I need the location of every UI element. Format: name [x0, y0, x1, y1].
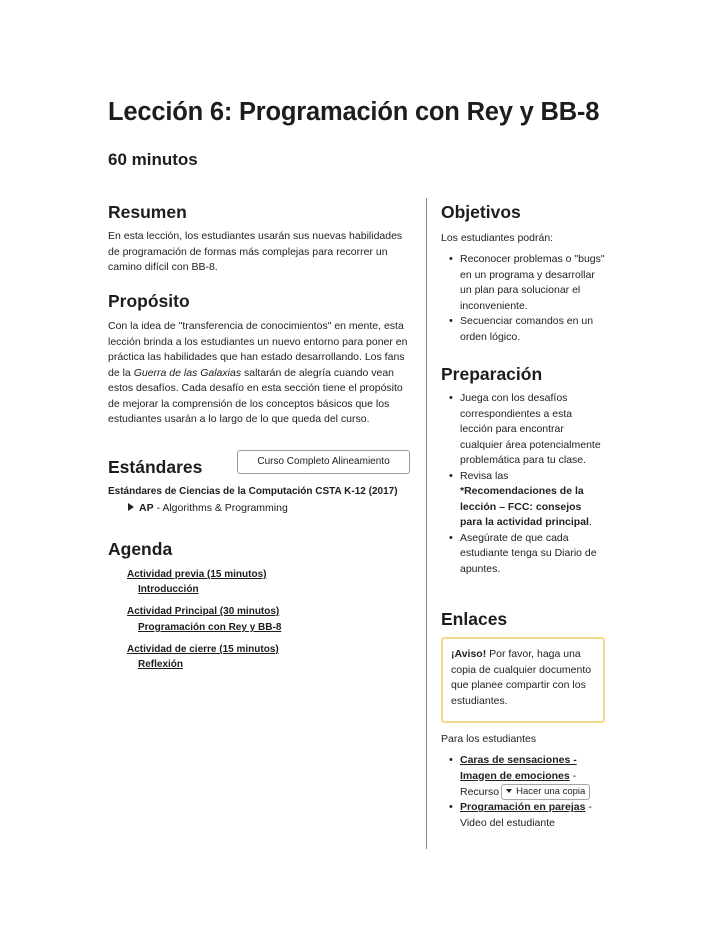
prep-suffix: .: [588, 516, 592, 528]
summary-heading: Resumen: [108, 202, 187, 222]
purpose-text: [108, 319, 408, 428]
list-item: • Reconocer problemas o "bugs" en un programa y desarrollar un plan para solucionar el inconveniente.: [446, 252, 606, 314]
list-item: • Asegúrate de que cada estudiante tenga su Diario de apuntes.: [446, 531, 606, 578]
agenda-section-link[interactable]: Actividad Principal (30 minutos): [127, 606, 280, 617]
for-students-label: Para los estudiantes: [441, 733, 537, 745]
notice-text: Por favor, haga una copia de cualquier documento que planee compartir con los estudiantes.: [451, 648, 592, 707]
alignment-button[interactable]: Curso Completo Alineamiento: [237, 450, 410, 474]
agenda-sub-link[interactable]: Introducción: [138, 584, 199, 595]
column-divider: [426, 198, 427, 849]
video-suffix: - Video del estudiante: [460, 801, 592, 829]
preparation-heading: Preparación: [441, 364, 543, 384]
notice-title: ¡Aviso!: [451, 648, 487, 660]
purpose-text-italic: Guerra de las Galaxias: [133, 366, 242, 379]
list-item: [446, 800, 606, 831]
agenda-sub-link[interactable]: Reflexión: [138, 659, 184, 670]
list-item: [446, 753, 606, 800]
standards-heading: Estándares: [108, 457, 203, 477]
resource-suffix: - Recurso: [460, 769, 577, 798]
expand-triangle-icon[interactable]: [128, 503, 134, 511]
video-link[interactable]: Programación en parejas: [460, 801, 586, 814]
preparation-list: [446, 391, 606, 577]
standard-item-ap[interactable]: [128, 502, 288, 514]
lesson-title: Lección 6: Programación con Rey y BB-8: [108, 98, 600, 126]
purpose-text-part1: Con la idea de "transferencia de conocimientos" en mente, esta lección brinda a los estudiantes un nuevo entorno para poner en práctica las habilidades que han estado desarrollando. Los fans de la: [108, 320, 408, 379]
objectives-list: [446, 252, 606, 345]
agenda-section-link[interactable]: Actividad previa (15 minutos): [127, 569, 267, 580]
notice-box: [441, 637, 605, 723]
standard-label: - Algorithms & Programming: [153, 502, 288, 514]
make-copy-button[interactable]: [501, 784, 590, 800]
links-heading: Enlaces: [441, 609, 508, 629]
caret-down-icon: [506, 789, 512, 793]
prep-prefix: Revisa las: [460, 469, 509, 482]
agenda-sub-link[interactable]: Programación con Rey y BB-8: [138, 622, 282, 633]
list-item: • Secuenciar comandos en un orden lógico.: [446, 314, 606, 345]
agenda-heading: Agenda: [108, 539, 173, 559]
lesson-duration: 60 minutos: [108, 150, 198, 169]
student-links-list: [446, 753, 606, 831]
list-item: • Juega con los desafíos correspondientes a esta lección para encontrar cualquier área potencialmente problemática para tu clase.: [446, 391, 606, 469]
objectives-intro: Los estudiantes podrán:: [441, 232, 554, 244]
purpose-text-part2: saltarán de alegría cuando vean estos desafíos. Cada desafío en esta sección tiene el propósito de mejorar la comprensión de los conceptos básicos que los estudiantes usarán a lo largo de lo que queda del curso.: [108, 366, 403, 425]
make-copy-label: Hacer una copia: [516, 786, 586, 797]
summary-text: En esta lección, los estudiantes usarán sus nuevas habilidades de programación de formas más complejas para recorrer un camino difícil con BB-8.: [108, 230, 403, 273]
standard-code: AP: [139, 502, 154, 514]
agenda-section-link[interactable]: Actividad de cierre (15 minutos): [127, 644, 279, 655]
objectives-heading: Objetivos: [441, 202, 521, 222]
purpose-heading: Propósito: [108, 291, 190, 311]
list-item: [446, 469, 606, 531]
standards-framework: Estándares de Ciencias de la Computación CSTA K-12 (2017): [108, 486, 398, 497]
prep-recommendations: *Recomendaciones de la lección – FCC: consejos para la actividad principal: [460, 485, 589, 528]
resource-link[interactable]: Caras de sensaciones - Imagen de emociones: [460, 754, 577, 782]
